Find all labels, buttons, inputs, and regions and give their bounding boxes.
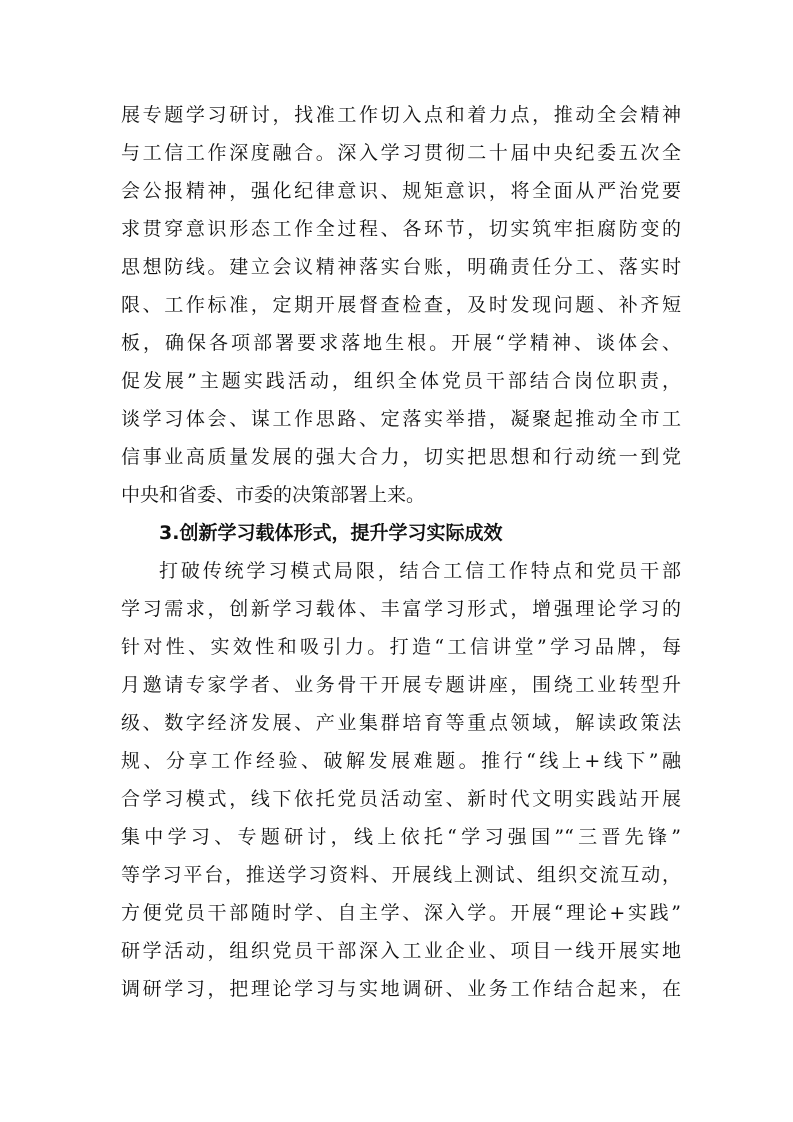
paragraph-line: 思想防线。建立会议精神落实台账，明确责任分工、落实时 <box>121 256 681 278</box>
paragraph-line: 与工信工作深度融合。深入学习贯彻二十届中央纪委五次全 <box>121 142 681 164</box>
paragraph-line: 求贯穿意识形态工作全过程、各环节，切实筑牢拒腐防变的 <box>121 218 681 240</box>
paragraph-line: 学习需求，创新学习载体、丰富学习形式，增强理论学习的 <box>121 598 681 620</box>
paragraph-line: 等学习平台，推送学习资料、开展线上测试、组织交流互动， <box>121 864 681 886</box>
paragraph-line: 规、分享工作经验、破解发展难题。推行“线上+线下”融 <box>121 750 681 772</box>
paragraph-line: 会公报精神，强化纪律意识、规矩意识，将全面从严治党要 <box>121 180 681 202</box>
paragraph-line: 集中学习、专题研讨，线上依托“学习强国”“三晋先锋” <box>121 826 681 848</box>
paragraph-line: 调研学习，把理论学习与实地调研、业务工作结合起来，在 <box>121 978 681 1000</box>
paragraph-line: 限、工作标准，定期开展督查检查，及时发现问题、补齐短 <box>121 294 681 316</box>
paragraph-line: 展专题学习研讨，找准工作切入点和着力点，推动全会精神 <box>121 104 681 126</box>
paragraph-line: 打破传统学习模式局限，结合工信工作特点和党员干部 <box>159 560 681 582</box>
paragraph-line: 针对性、实效性和吸引力。打造“工信讲堂”学习品牌，每 <box>121 636 681 658</box>
paragraph-line: 促发展”主题实践活动，组织全体党员干部结合岗位职责， <box>121 370 681 392</box>
paragraph-line: 谈学习体会、谋工作思路、定落实举措，凝聚起推动全市工 <box>121 408 681 430</box>
paragraph-line: 级、数字经济发展、产业集群培育等重点领域，解读政策法 <box>121 712 681 734</box>
paragraph-line: 方便党员干部随时学、自主学、深入学。开展“理论+实践” <box>121 902 681 924</box>
paragraph-line: 板，确保各项部署要求落地生根。开展“学精神、谈体会、 <box>121 332 681 354</box>
paragraph-line: 月邀请专家学者、业务骨干开展专题讲座，围绕工业转型升 <box>121 674 681 696</box>
paragraph-line: 合学习模式，线下依托党员活动室、新时代文明实践站开展 <box>121 788 681 810</box>
paragraph-line: 研学活动，组织党员干部深入工业企业、项目一线开展实地 <box>121 940 681 962</box>
paragraph-line: 信事业高质量发展的强大合力，切实把思想和行动统一到党 <box>121 446 681 468</box>
section-heading: 3.创新学习载体形式，提升学习实际成效 <box>159 522 503 544</box>
paragraph-line: 中央和省委、市委的决策部署上来。 <box>121 484 426 506</box>
